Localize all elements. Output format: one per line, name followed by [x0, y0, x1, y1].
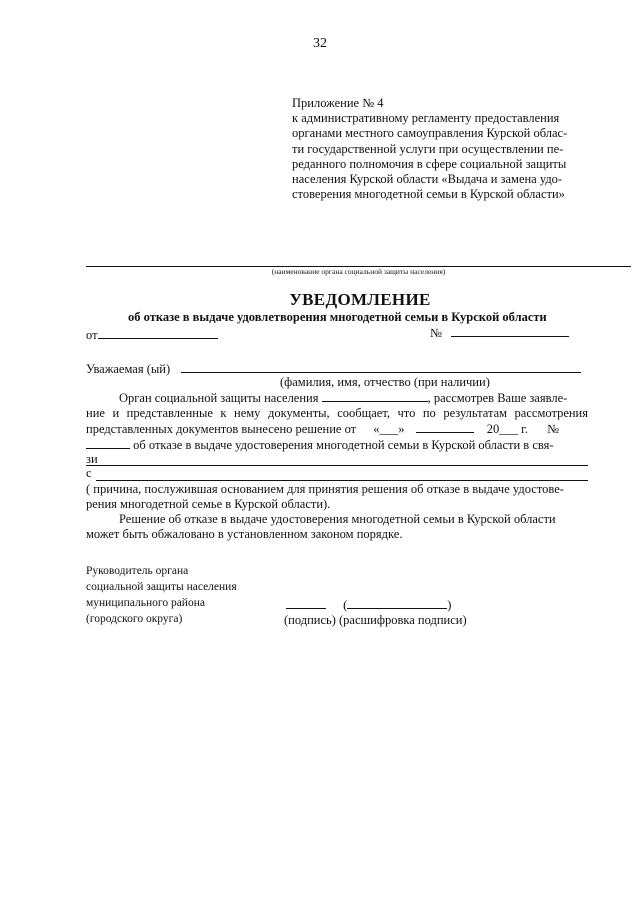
body-line-10: может быть обжаловано в установленном законом порядке.	[86, 527, 403, 541]
recipient-label: Уважаемая (ый)	[86, 362, 171, 376]
notification-body	[86, 0, 588, 905]
body-line-6: с	[86, 466, 92, 480]
appendix-line: реданного полномочия в сфере социальной защиты	[292, 156, 567, 171]
document-subtitle: об отказе в выдаче удовлетворения многодетной семьи в Курской области	[128, 310, 547, 324]
body-line-2: ние и представленные к нему документы, сообщает, что по результатам рассмотрения	[86, 406, 588, 420]
fio-caption: (фамилия, имя, отчество (при наличии)	[280, 375, 490, 389]
name-decode-close-paren: )	[447, 598, 452, 612]
body-line-7: ( причина, послужившая основанием для принятия решения об отказе в выдаче удостове-	[86, 482, 564, 496]
body-text-segment: об отказе в выдаче удостоверения многодетной семьи в Курской области в свя-	[133, 438, 554, 452]
signatory-line: Руководитель органа	[86, 565, 189, 577]
document-title: УВЕДОМЛЕНИЕ	[289, 290, 431, 309]
decision-month-blank-line	[416, 421, 474, 433]
decision-year-field: 20___ г.	[486, 422, 528, 436]
decision-day-field: «___»	[373, 422, 405, 436]
body-line-3	[86, 421, 559, 437]
page-number: 32	[313, 36, 327, 51]
reason-blank-line-2	[96, 480, 588, 481]
signature-fields	[286, 597, 451, 613]
body-line-8: рения многодетной семье в Курской области).	[86, 497, 331, 511]
body-text-segment: представленных документов вынесено решение от	[86, 422, 357, 436]
signatory-block	[86, 563, 237, 627]
appendix-line: стоверения многодетной семьи в Курской области»	[292, 187, 565, 202]
appendix-line: населения Курской области «Выдача и замена удо-	[292, 172, 563, 187]
signatory-line: муниципального района	[86, 597, 205, 609]
appendix-line: ти государственной услуги при осуществлении пе-	[292, 141, 564, 156]
name-decode-blank-line	[347, 597, 447, 609]
appendix-line: к административному регламенту предоставления	[292, 111, 560, 126]
body-line-1	[119, 390, 567, 406]
org-name-caption: (наименование органа социальной защиты населения)	[271, 267, 446, 276]
body-line-4	[86, 437, 554, 453]
reason-blank-line-1	[86, 465, 588, 466]
signature-caption: (подпись) (расшифровка подписи)	[284, 613, 467, 627]
signatory-line: (городского округа)	[86, 613, 183, 625]
from-label: от	[86, 328, 98, 342]
number-label: №	[430, 326, 442, 340]
signature-blank-line	[286, 597, 326, 609]
name-decode-open-paren: (	[343, 598, 348, 612]
body-text-segment: Орган социальной защиты населения	[119, 391, 319, 405]
appendix-line: органами местного самоуправления Курской облас-	[292, 126, 568, 141]
signatory-line: социальной защиты населения	[86, 581, 237, 593]
body-line-5: зи	[86, 452, 98, 466]
decision-number-blank-line	[86, 437, 130, 449]
body-line-9: Решение об отказе в выдаче удостоверения многодетной семьи в Курской области	[119, 512, 556, 526]
decision-number-label: №	[547, 422, 560, 436]
body-text-segment: , рассмотрев Ваше заявле-	[427, 391, 568, 405]
appendix-line: Приложение № 4	[292, 96, 384, 110]
org-blank-line	[322, 390, 428, 402]
